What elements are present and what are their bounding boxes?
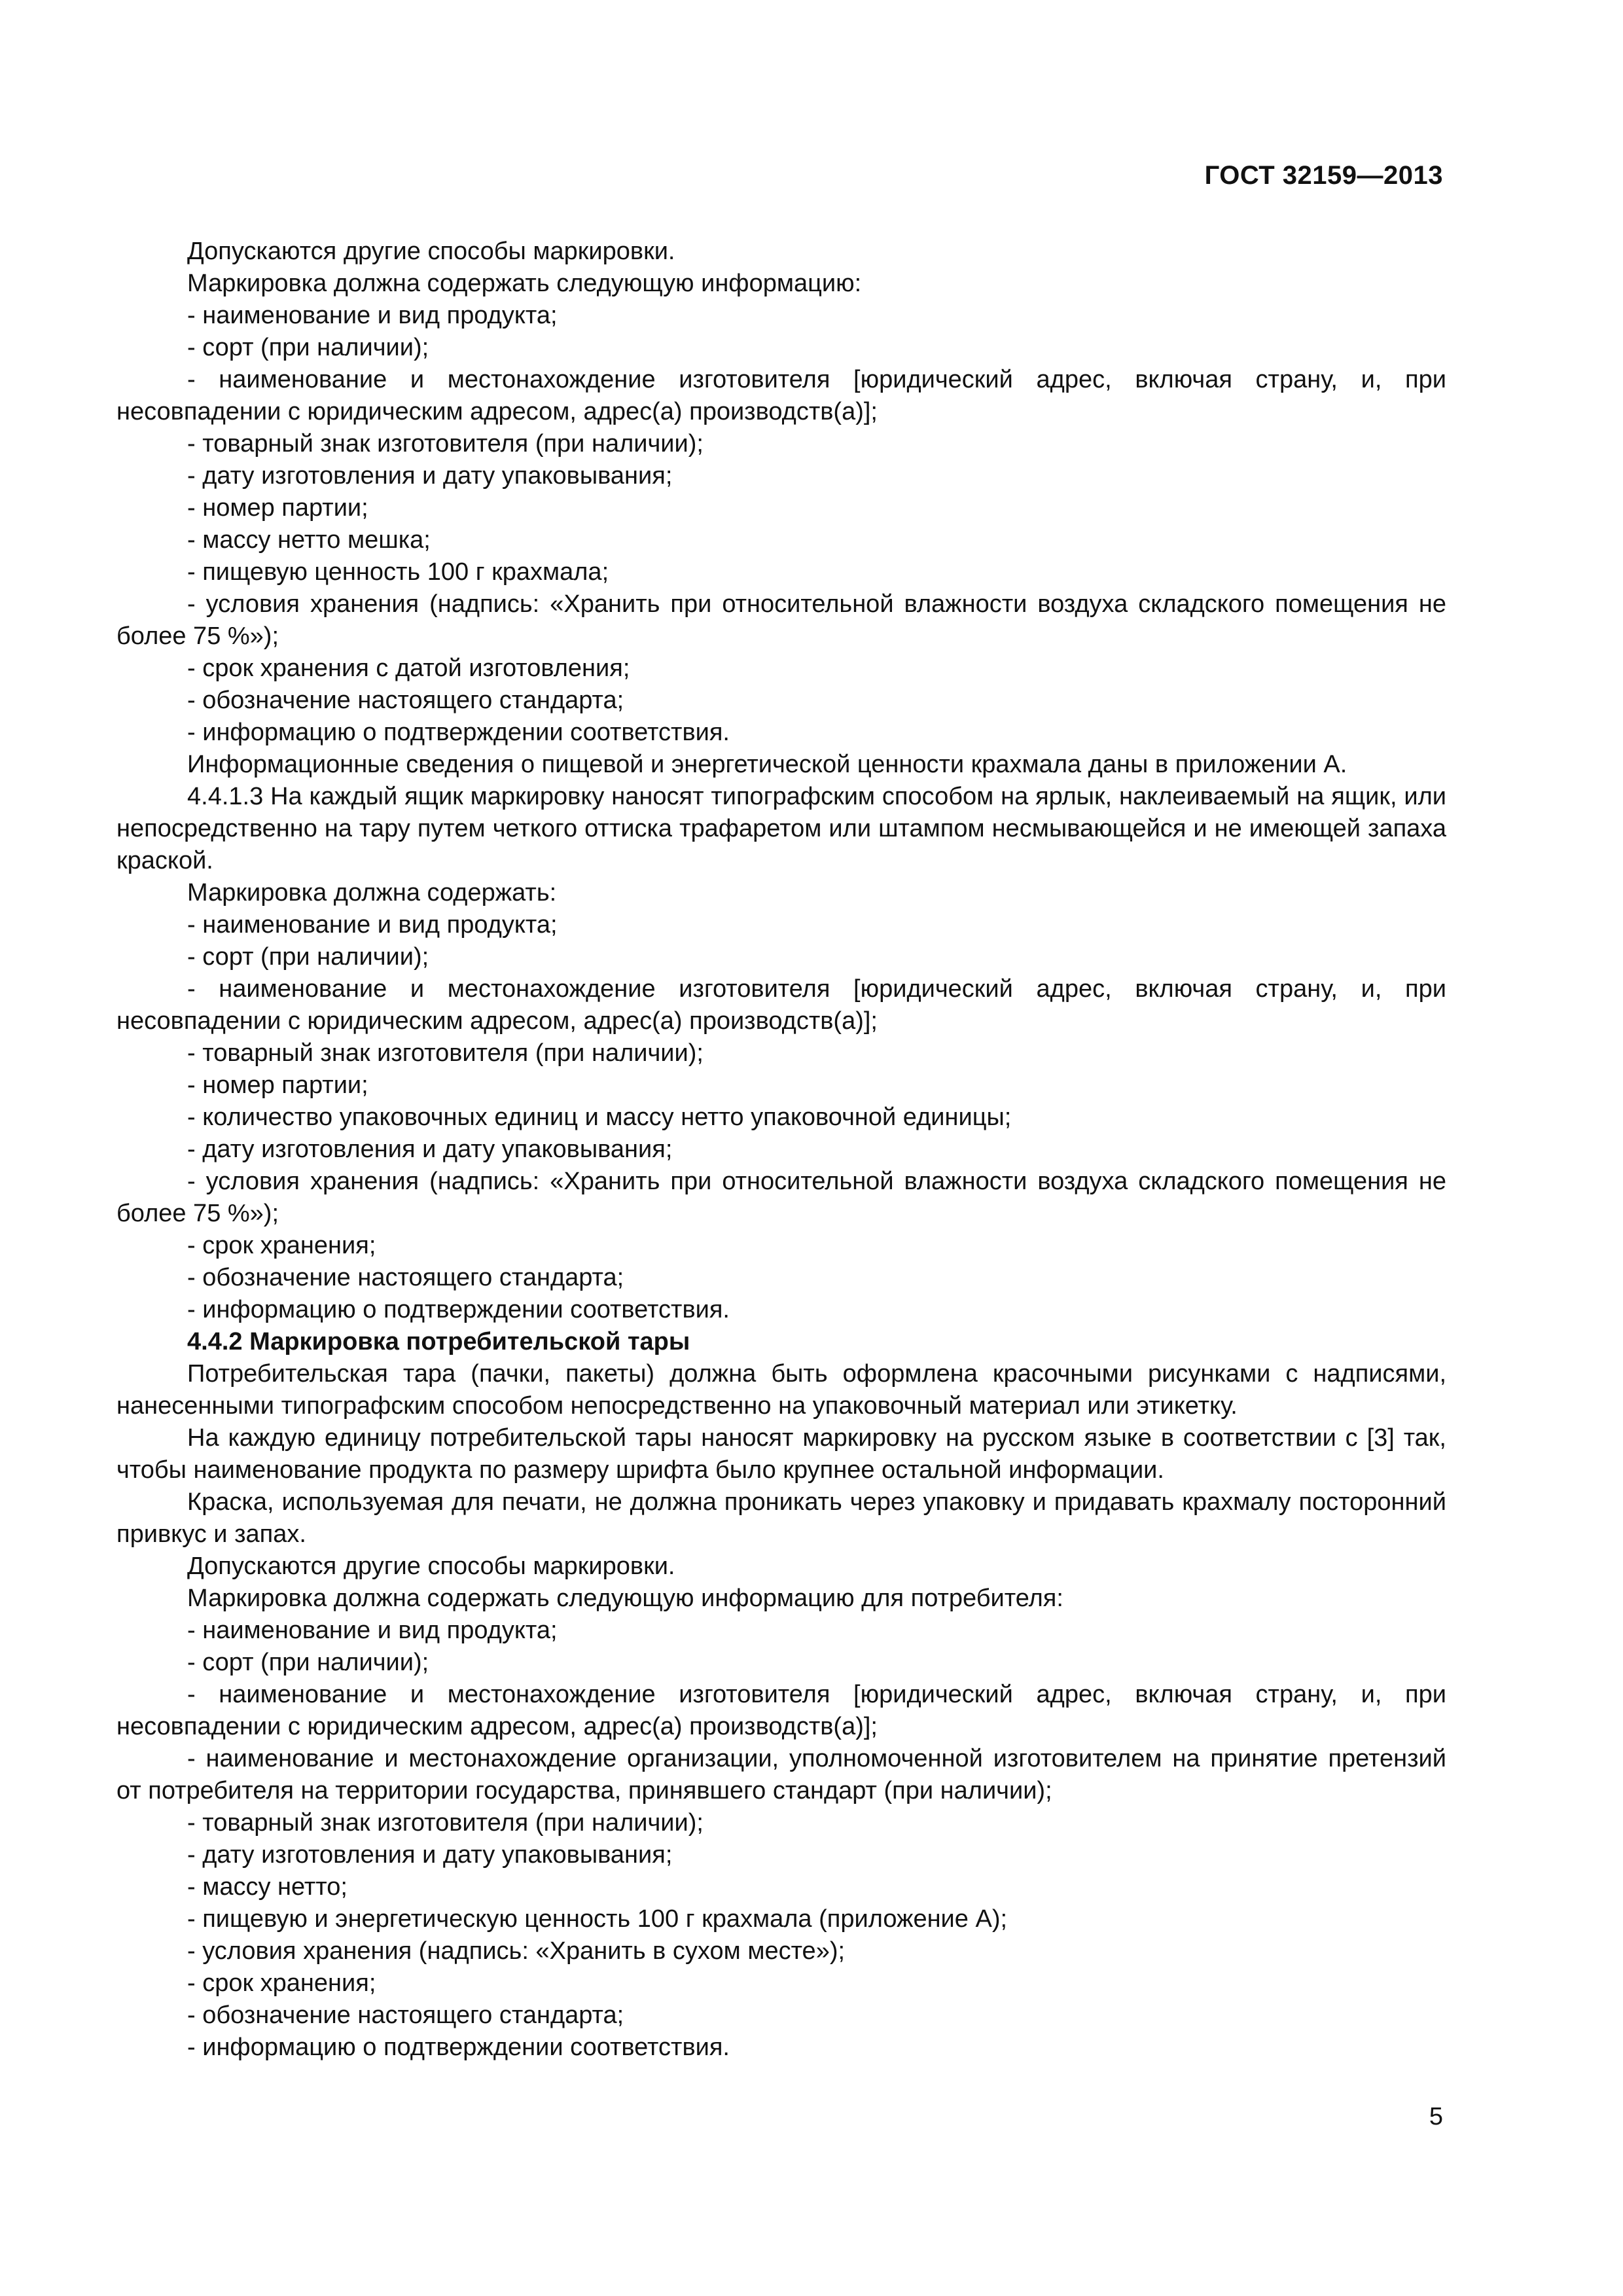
list-item: - наименование и местонахождение изготовителя [юридический адрес, включая страну, и, при несовпадении с юридическим адресом, адрес(а) производств(а)]; bbox=[116, 975, 1446, 1035]
list-item: - номер партии; bbox=[187, 494, 368, 522]
document-body bbox=[116, 236, 1446, 2064]
page-number: 5 bbox=[1429, 2103, 1443, 2130]
list-item: - обозначение настоящего стандарта; bbox=[187, 687, 624, 714]
list-item: - дату изготовления и дату упаковывания; bbox=[187, 1136, 673, 1163]
list-item: - информацию о подтверждении соответствия. bbox=[187, 719, 730, 746]
document-id-header: ГОСТ 32159—2013 bbox=[1204, 161, 1443, 190]
list-item: - условия хранения (надпись: «Хранить при относительной влажности воздуха складского помещения не более 75 %»); bbox=[116, 590, 1446, 650]
list-item: - условия хранения (надпись: «Хранить при относительной влажности воздуха складского помещения не более 75 %»); bbox=[116, 1168, 1446, 1227]
list-item: - наименование и местонахождение изготовителя [юридический адрес, включая страну, и, при несовпадении с юридическим адресом, адрес(а) производств(а)]; bbox=[116, 366, 1446, 425]
list-item: - наименование и вид продукта; bbox=[187, 1617, 558, 1644]
paragraph: Краска, используемая для печати, не должна проникать через упаковку и придавать крахмалу посторонний привкус и запах. bbox=[116, 1488, 1446, 1548]
paragraph: Маркировка должна содержать следующую информацию для потребителя: bbox=[187, 1585, 1063, 1612]
list-item: - товарный знак изготовителя (при наличии); bbox=[187, 1039, 704, 1067]
paragraph: Маркировка должна содержать следующую информацию: bbox=[187, 270, 862, 297]
list-item: - сорт (при наличии); bbox=[187, 1649, 429, 1676]
list-item: - срок хранения; bbox=[187, 1232, 376, 1259]
list-item: - массу нетто; bbox=[187, 1873, 348, 1901]
list-item: - информацию о подтверждении соответствия. bbox=[187, 2034, 730, 2061]
list-item: - товарный знак изготовителя (при наличии); bbox=[187, 430, 704, 457]
paragraph: На каждую единицу потребительской тары наносят маркировку на русском языке в соответствии с [3] так, чтобы наименование продукта по размеру шрифта было крупнее остальной информации. bbox=[116, 1424, 1446, 1484]
list-item: - сорт (при наличии); bbox=[187, 943, 429, 971]
list-item: - количество упаковочных единиц и массу нетто упаковочной единицы; bbox=[187, 1103, 1012, 1131]
paragraph: Маркировка должна содержать: bbox=[187, 879, 557, 906]
list-item: - условия хранения (надпись: «Хранить в сухом месте»); bbox=[187, 1937, 846, 1965]
list-item: - наименование и вид продукта; bbox=[187, 911, 558, 939]
list-item: - срок хранения с датой изготовления; bbox=[187, 655, 630, 682]
list-item: - товарный знак изготовителя (при наличии); bbox=[187, 1809, 704, 1837]
list-item: - обозначение настоящего стандарта; bbox=[187, 2001, 624, 2029]
list-item: - срок хранения; bbox=[187, 1969, 376, 1997]
list-item: - дату изготовления и дату упаковывания; bbox=[187, 1841, 673, 1869]
list-item: - номер партии; bbox=[187, 1071, 368, 1099]
list-item: - информацию о подтверждении соответствия. bbox=[187, 1296, 730, 1323]
list-item: - массу нетто мешка; bbox=[187, 526, 431, 554]
list-item: - наименование и местонахождение организации, уполномоченной изготовителем на принятие претензий от потребителя на территории государства, принявшего стандарт (при наличии); bbox=[116, 1745, 1446, 1804]
list-item: - пищевую и энергетическую ценность 100 г крахмала (приложение А); bbox=[187, 1905, 1008, 1933]
paragraph: Допускаются другие способы маркировки. bbox=[187, 238, 675, 265]
list-item: - наименование и местонахождение изготовителя [юридический адрес, включая страну, и, при несовпадении с юридическим адресом, адрес(а) производств(а)]; bbox=[116, 1681, 1446, 1740]
paragraph: Потребительская тара (пачки, пакеты) должна быть оформлена красочными рисунками с надписями, нанесенными типографским способом непосредственно на упаковочный материал или этикетку. bbox=[116, 1360, 1446, 1420]
list-item: - обозначение настоящего стандарта; bbox=[187, 1264, 624, 1291]
list-item: - дату изготовления и дату упаковывания; bbox=[187, 462, 673, 490]
list-item: - сорт (при наличии); bbox=[187, 334, 429, 361]
list-item: - пищевую ценность 100 г крахмала; bbox=[187, 558, 609, 586]
list-item: - наименование и вид продукта; bbox=[187, 302, 558, 329]
paragraph: 4.4.1.3 На каждый ящик маркировку наносят типографским способом на ярлык, наклеиваемый на ящик, или непосредственно на тару путем четкого оттиска трафаретом или штампом несмывающейся и не имеющей запаха краской. bbox=[116, 783, 1446, 874]
section-heading: 4.4.2 Маркировка потребительской тары bbox=[187, 1328, 690, 1355]
paragraph: Допускаются другие способы маркировки. bbox=[187, 1552, 675, 1580]
paragraph: Информационные сведения о пищевой и энергетической ценности крахмала даны в приложении А. bbox=[187, 751, 1347, 778]
